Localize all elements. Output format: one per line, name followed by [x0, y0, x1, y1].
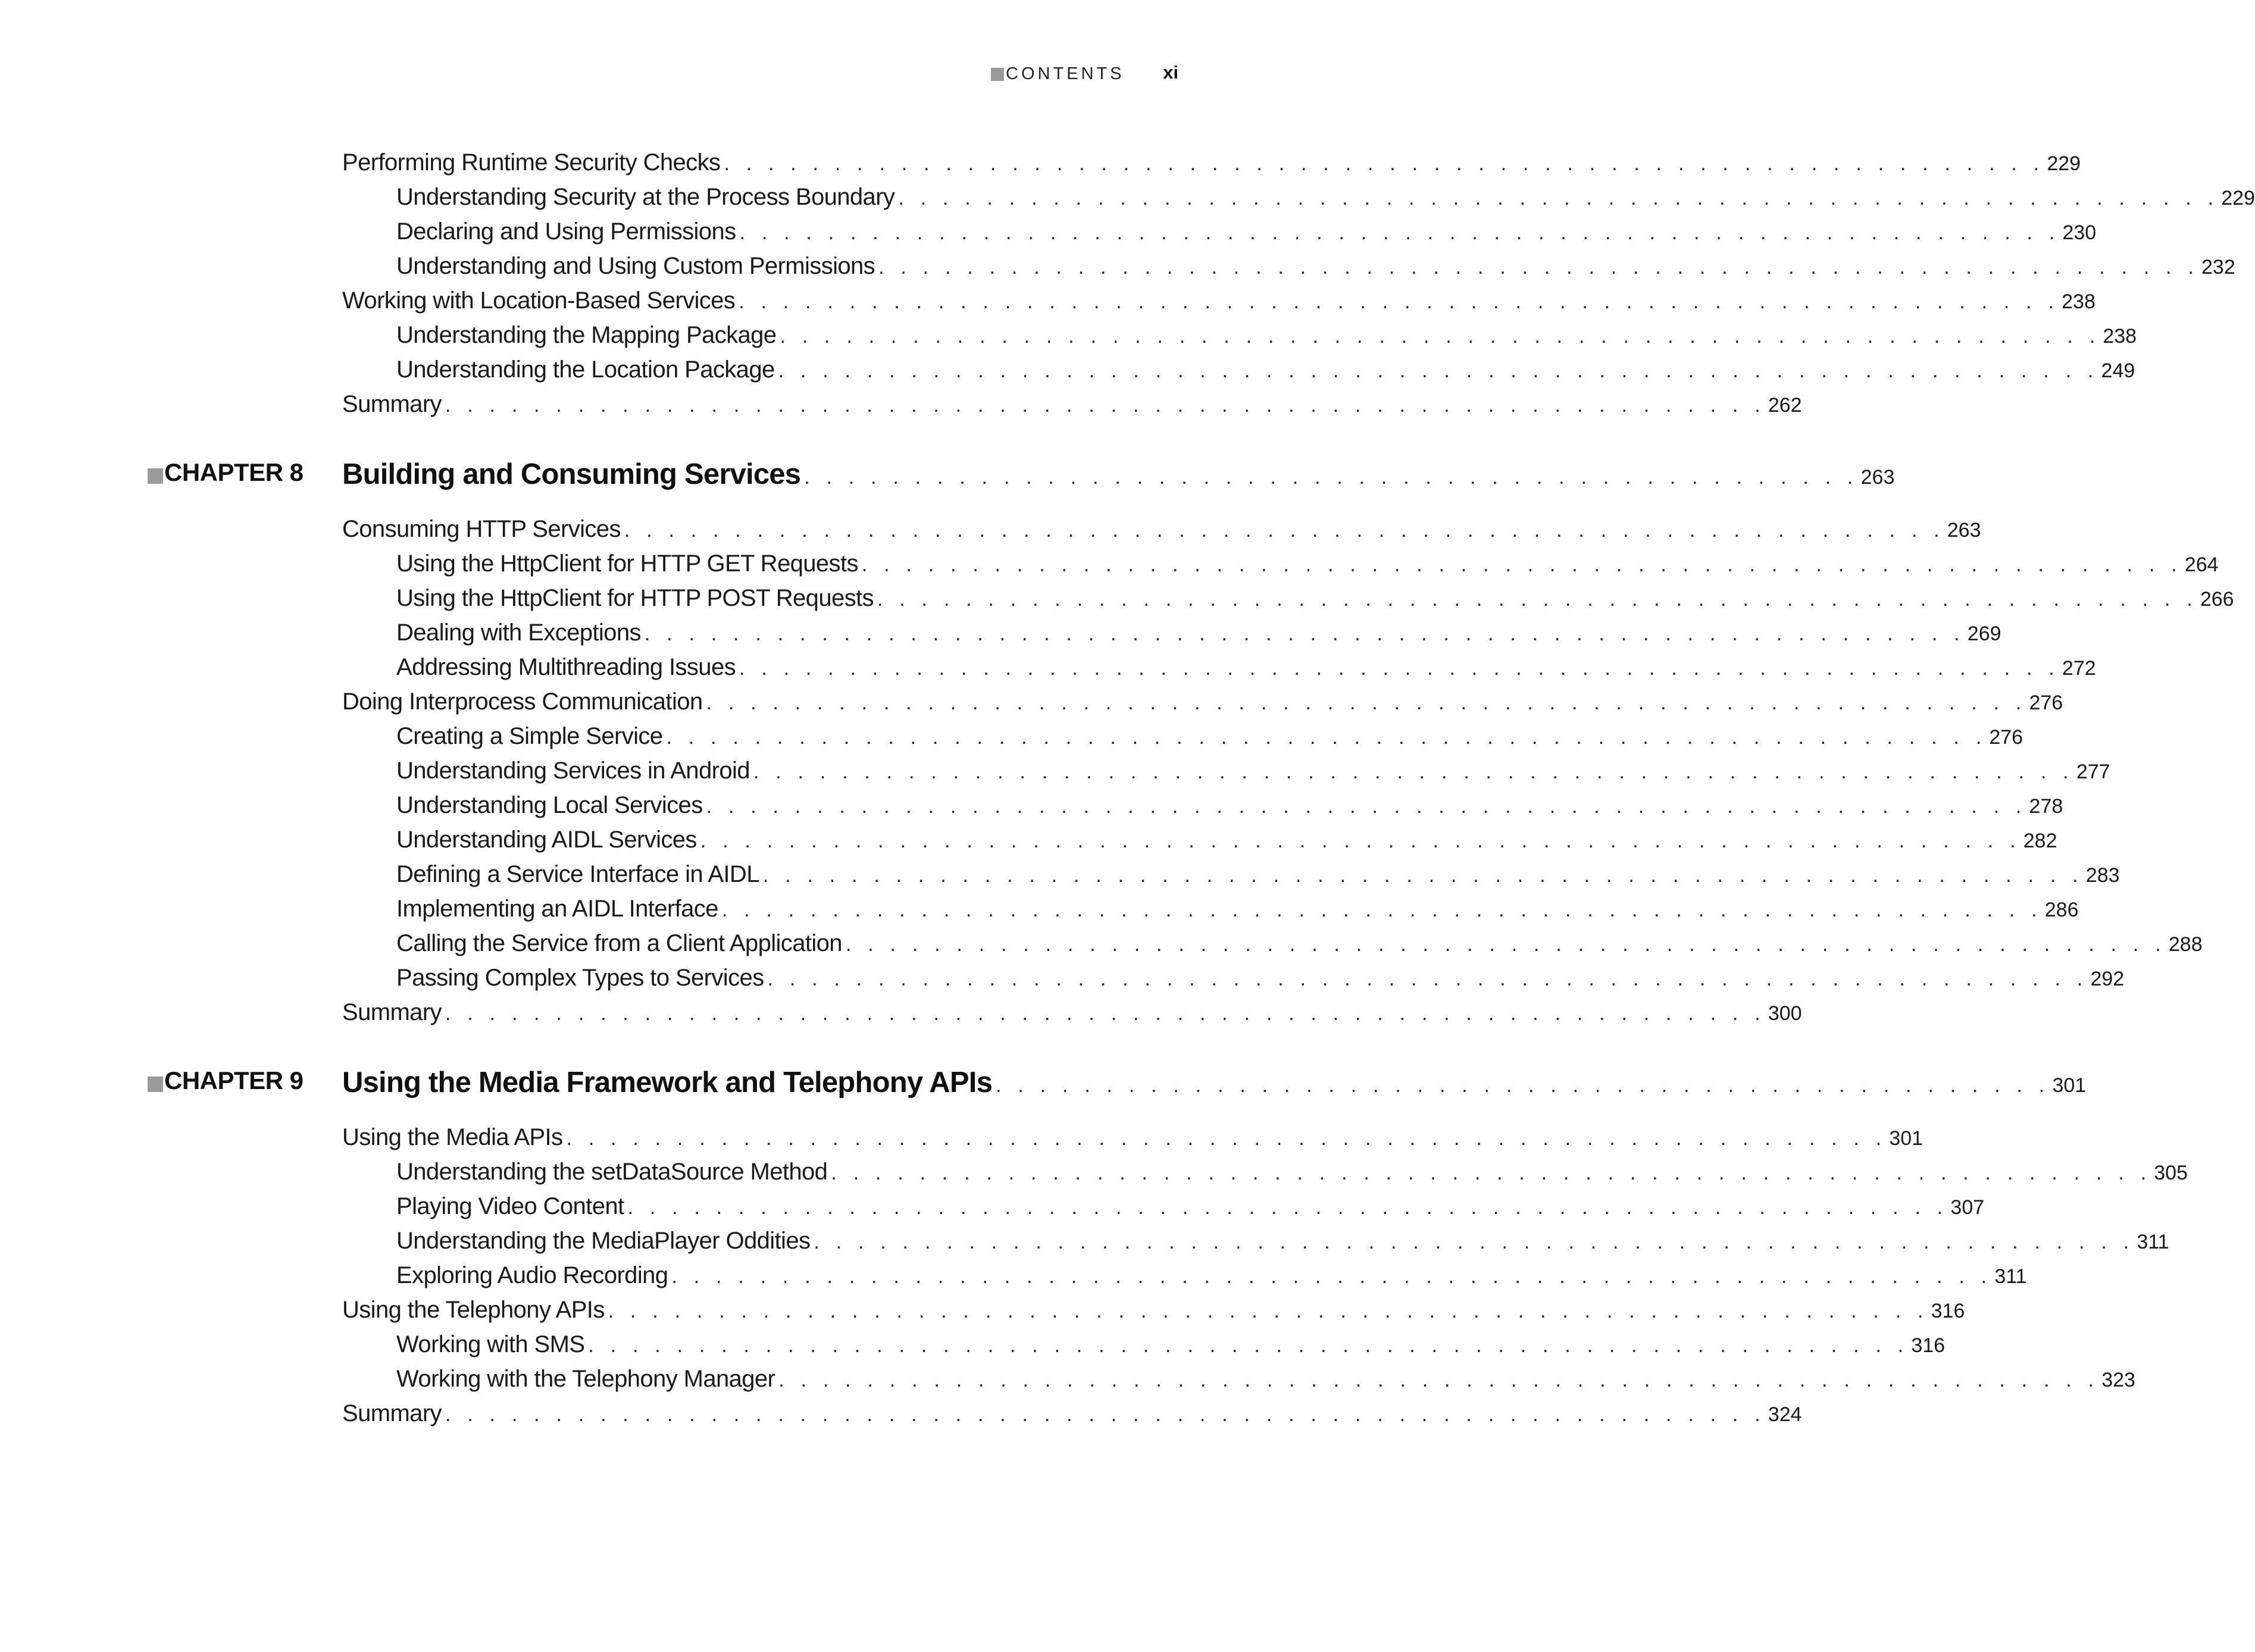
toc-entry[interactable]: Playing Video Content . . . . . . . . . . . . . . . . . . . . . . . . . . . . . . . . . . . . . . . . . . . . . . . . . . . . . . . . . . . . 307 — [0, 1189, 1251, 1224]
toc-entry[interactable]: Declaring and Using Permissions . . . . . . . . . . . . . . . . . . . . . . . . . . . . . . . . . . . . . . . . . . . . . . . . . . . . . . . . . . . . 230 — [0, 214, 1251, 249]
toc-entry-title: Understanding and Using Custom Permissions — [396, 253, 875, 279]
toc-entry-title: Addressing Multithreading Issues — [396, 654, 736, 680]
toc-entry-page: 276 — [1989, 726, 2023, 749]
toc-entry[interactable]: Working with Location-Based Services . . . . . . . . . . . . . . . . . . . . . . . . . . . . . . . . . . . . . . . . . . . . . . . . . . . . . . . . . . . . 238 — [0, 283, 1251, 318]
toc-entry-page: 282 — [2023, 830, 2057, 852]
toc-entry[interactable]: Understanding the setDataSource Method . . . . . . . . . . . . . . . . . . . . . . . . . . . . . . . . . . . . . . . . . . . . . . . . . . . . . . . . . . . . 305 — [0, 1154, 1251, 1189]
toc-entry-page: 238 — [2062, 290, 2096, 313]
toc-entry-title: Summary — [342, 1400, 442, 1426]
toc-entry-page: 283 — [2085, 864, 2120, 887]
toc-entry[interactable]: Addressing Multithreading Issues . . . . . . . . . . . . . . . . . . . . . . . . . . . . . . . . . . . . . . . . . . . . . . . . . . . . . . . . . . . . 272 — [0, 650, 1251, 684]
toc-entry[interactable]: Implementing an AIDL Interface . . . . . . . . . . . . . . . . . . . . . . . . . . . . . . . . . . . . . . . . . . . . . . . . . . . . . . . . . . . . 286 — [0, 891, 1251, 926]
toc-entry-title: Defining a Service Interface in AIDL — [396, 861, 759, 887]
toc-entry-title: Using the Media APIs — [342, 1124, 563, 1150]
toc-entry-page: 266 — [2200, 588, 2234, 611]
toc-entry-title: Using the HttpClient for HTTP GET Requests — [396, 550, 858, 577]
toc-entry-title: Understanding Services in Android — [396, 758, 750, 784]
toc-entry[interactable]: Doing Interprocess Communication . . . . . . . . . . . . . . . . . . . . . . . . . . . . . . . . . . . . . . . . . . . . . . . . . . . . . . . . . . . . 276 — [0, 684, 1251, 719]
toc-entry-title: Understanding the Location Package — [396, 356, 775, 383]
toc-entry[interactable]: Understanding and Using Custom Permissions . . . . . . . . . . . . . . . . . . . . . . . . . . . . . . . . . . . . . . . . . . . . . . . . . . . . . . . . . . . . 232 — [0, 249, 1251, 283]
toc-entry[interactable]: Working with SMS . . . . . . . . . . . . . . . . . . . . . . . . . . . . . . . . . . . . . . . . . . . . . . . . . . . . . . . . . . . . 316 — [0, 1327, 1251, 1362]
toc-entry[interactable]: Passing Complex Types to Services . . . . . . . . . . . . . . . . . . . . . . . . . . . . . . . . . . . . . . . . . . . . . . . . . . . . . . . . . . . . 292 — [0, 960, 1251, 995]
toc-entry[interactable]: Performing Runtime Security Checks . . . . . . . . . . . . . . . . . . . . . . . . . . . . . . . . . . . . . . . . . . . . . . . . . . . . . . . . . . . . 229 — [0, 145, 1251, 180]
toc-entry-title: Understanding the setDataSource Method — [396, 1159, 828, 1185]
toc-entry-page: 288 — [2168, 933, 2203, 956]
chapter-title: Building and Consuming Services — [342, 458, 801, 490]
toc-entry-page: 277 — [2076, 761, 2110, 783]
toc-entry[interactable]: Defining a Service Interface in AIDL . . . . . . . . . . . . . . . . . . . . . . . . . . . . . . . . . . . . . . . . . . . . . . . . . . . . . . . . . . . . 283 — [0, 857, 1251, 891]
toc-entry-page: 276 — [2029, 692, 2063, 714]
toc-entry-page: 316 — [1931, 1300, 1965, 1322]
toc-entry-title: Understanding Local Services — [396, 792, 703, 818]
toc-entry-title: Dealing with Exceptions — [396, 620, 641, 646]
chapter-label: CHAPTER 9 — [164, 1066, 304, 1094]
toc-entry[interactable]: Understanding the MediaPlayer Oddities . . . . . . . . . . . . . . . . . . . . . . . . . . . . . . . . . . . . . . . . . . . . . . . . . . . . . . . . . . . . 311 — [0, 1224, 1251, 1258]
toc-entry-page: 229 — [2047, 152, 2081, 175]
square-bullet-icon — [148, 1077, 163, 1092]
toc-entry[interactable]: Understanding AIDL Services . . . . . . . . . . . . . . . . . . . . . . . . . . . . . . . . . . . . . . . . . . . . . . . . . . . . . . . . . . . . 282 — [0, 822, 1251, 857]
toc-entry-page: 311 — [2137, 1231, 2169, 1253]
toc-entry-title: Doing Interprocess Communication — [342, 689, 703, 715]
toc-entry-title: Consuming HTTP Services — [342, 516, 621, 542]
toc-entry-title: Understanding AIDL Services — [396, 827, 697, 853]
chapter-heading-8[interactable]: CHAPTER 8 Building and Consuming Services . . . . . . . . . . . . . . . . . . . . . . . . . . . . . . . . . . . . . . . . . . . . . . . . 263 — [0, 453, 1251, 495]
toc-entry-page: 316 — [1911, 1334, 1946, 1357]
toc-entry-title: Performing Runtime Security Checks — [342, 149, 721, 176]
toc-entry[interactable]: Summary . . . . . . . . . . . . . . . . . . . . . . . . . . . . . . . . . . . . . . . . . . . . . . . . . . . . . . . . . . . . 300 — [0, 995, 1251, 1030]
toc-entry-page: 311 — [1994, 1265, 2027, 1288]
toc-entry-title: Playing Video Content — [396, 1193, 624, 1219]
toc-entry[interactable]: Understanding Security at the Process Boundary . . . . . . . . . . . . . . . . . . . . . . . . . . . . . . . . . . . . . . . . . . . . . . . . . . . . . . . . . . . . 229 — [0, 180, 1251, 214]
toc-entry-title: Calling the Service from a Client Application — [396, 930, 842, 956]
toc-entry-page: 278 — [2029, 795, 2063, 818]
toc-entry-page: 323 — [2101, 1369, 2135, 1391]
toc-entry-page: 305 — [2154, 1162, 2188, 1184]
toc-entry-title: Creating a Simple Service — [396, 723, 663, 749]
toc-entry-page: 300 — [1768, 1002, 1802, 1025]
toc-entry-title: Summary — [342, 999, 442, 1025]
chapter-title: Using the Media Framework and Telephony APIs — [342, 1066, 993, 1099]
toc-entry-page: 229 — [2221, 187, 2255, 209]
toc-entry[interactable]: Calling the Service from a Client Application . . . . . . . . . . . . . . . . . . . . . . . . . . . . . . . . . . . . . . . . . . . . . . . . . . . . . . . . . . . . 288 — [0, 926, 1251, 960]
toc-entry-page: 272 — [2062, 657, 2096, 680]
toc-entry[interactable]: Creating a Simple Service . . . . . . . . . . . . . . . . . . . . . . . . . . . . . . . . . . . . . . . . . . . . . . . . . . . . . . . . . . . . 276 — [0, 719, 1251, 753]
chapter-page: 301 — [2052, 1074, 2087, 1097]
toc-entry-title: Using the HttpClient for HTTP POST Requests — [396, 585, 874, 611]
toc-entry-page: 232 — [2201, 256, 2235, 279]
toc-entry-page: 264 — [2184, 553, 2219, 576]
toc-entry[interactable]: Using the HttpClient for HTTP POST Requests . . . . . . . . . . . . . . . . . . . . . . . . . . . . . . . . . . . . . . . . . . . . . . . . . . . . . . . . . . . . 266 — [0, 581, 1251, 615]
toc-entry-page: 249 — [2101, 359, 2135, 382]
toc-entry-title: Implementing an AIDL Interface — [396, 896, 718, 922]
toc-entry[interactable]: Working with the Telephony Manager . . . . . . . . . . . . . . . . . . . . . . . . . . . . . . . . . . . . . . . . . . . . . . . . . . . . . . . . . . . . 323 — [0, 1362, 1251, 1396]
toc-entry[interactable]: Summary . . . . . . . . . . . . . . . . . . . . . . . . . . . . . . . . . . . . . . . . . . . . . . . . . . . . . . . . . . . . 262 — [0, 387, 1251, 421]
toc-entry-title: Understanding the MediaPlayer Oddities — [396, 1228, 811, 1254]
toc-entry-page: 269 — [1967, 622, 2001, 645]
toc-entry-title: Working with Location-Based Services — [342, 287, 736, 314]
square-bullet-icon — [148, 468, 163, 484]
toc-entry-page: 292 — [2090, 968, 2125, 990]
toc-entry-page: 301 — [1889, 1127, 1924, 1150]
toc-entry-page: 263 — [1947, 519, 1981, 542]
toc-entry-title: Understanding Security at the Process Boundary — [396, 184, 895, 210]
toc-entry-title: Understanding the Mapping Package — [396, 322, 777, 348]
toc-entry-page: 324 — [1768, 1403, 1802, 1426]
toc-entry[interactable]: Understanding the Location Package . . . . . . . . . . . . . . . . . . . . . . . . . . . . . . . . . . . . . . . . . . . . . . . . . . . . . . . . . . . . 249 — [0, 352, 1251, 387]
chapter-page: 263 — [1860, 466, 1895, 489]
toc-entry-title: Summary — [342, 391, 442, 417]
chapter-label: CHAPTER 8 — [164, 458, 304, 486]
toc-entry-title: Passing Complex Types to Services — [396, 965, 764, 991]
toc-entry-title: Working with the Telephony Manager — [396, 1366, 775, 1392]
toc-entry[interactable]: Using the HttpClient for HTTP GET Requests . . . . . . . . . . . . . . . . . . . . . . . . . . . . . . . . . . . . . . . . . . . . . . . . . . . . . . . . . . . . 264 — [0, 546, 1251, 581]
toc-entry[interactable]: Using the Telephony APIs . . . . . . . . . . . . . . . . . . . . . . . . . . . . . . . . . . . . . . . . . . . . . . . . . . . . . . . . . . . . 316 — [0, 1293, 1251, 1327]
section-label: CONTENTS — [1006, 64, 1125, 83]
toc-entry[interactable]: Understanding the Mapping Package . . . . . . . . . . . . . . . . . . . . . . . . . . . . . . . . . . . . . . . . . . . . . . . . . . . . . . . . . . . . 238 — [0, 318, 1251, 352]
toc-entry-title: Working with SMS — [396, 1331, 585, 1357]
toc-entry-page: 262 — [1768, 394, 1802, 417]
toc-entry-title: Declaring and Using Permissions — [396, 218, 736, 245]
square-bullet-icon — [991, 68, 1004, 81]
toc-entry-page: 286 — [2044, 899, 2079, 921]
toc-entry[interactable]: Consuming HTTP Services . . . . . . . . . . . . . . . . . . . . . . . . . . . . . . . . . . . . . . . . . . . . . . . . . . . . . . . . . . . . 263 — [0, 512, 1251, 546]
toc-entry-page: 307 — [1950, 1196, 1985, 1219]
toc-entry-page: 238 — [2103, 325, 2137, 348]
toc-entry-page: 230 — [2062, 221, 2097, 244]
toc-entry[interactable]: Exploring Audio Recording . . . . . . . . . . . . . . . . . . . . . . . . . . . . . . . . . . . . . . . . . . . . . . . . . . . . . . . . . . . . 311 — [0, 1258, 1251, 1293]
page-number: xi — [1163, 62, 1178, 83]
toc-entry[interactable]: Understanding Local Services . . . . . . . . . . . . . . . . . . . . . . . . . . . . . . . . . . . . . . . . . . . . . . . . . . . . . . . . . . . . 278 — [0, 788, 1251, 822]
toc-entry-title: Exploring Audio Recording — [396, 1262, 668, 1288]
toc-entry[interactable]: Summary . . . . . . . . . . . . . . . . . . . . . . . . . . . . . . . . . . . . . . . . . . . . . . . . . . . . . . . . . . . . 324 — [0, 1396, 1251, 1431]
toc-entry[interactable]: Understanding Services in Android . . . . . . . . . . . . . . . . . . . . . . . . . . . . . . . . . . . . . . . . . . . . . . . . . . . . . . . . . . . . 277 — [0, 753, 1251, 788]
chapter-heading-9[interactable]: CHAPTER 9 Using the Media Framework and Telephony APIs . . . . . . . . . . . . . . . . . . . . . . . . . . . . . . . . . . . . . . . . . . . . . . . . 301 — [0, 1062, 1251, 1103]
toc-entry[interactable]: Using the Media APIs . . . . . . . . . . . . . . . . . . . . . . . . . . . . . . . . . . . . . . . . . . . . . . . . . . . . . . . . . . . . 301 — [0, 1120, 1251, 1154]
toc-entry-title: Using the Telephony APIs — [342, 1297, 605, 1323]
running-header — [976, 61, 1190, 85]
toc-entry[interactable]: Dealing with Exceptions . . . . . . . . . . . . . . . . . . . . . . . . . . . . . . . . . . . . . . . . . . . . . . . . . . . . . . . . . . . . 269 — [0, 615, 1251, 650]
